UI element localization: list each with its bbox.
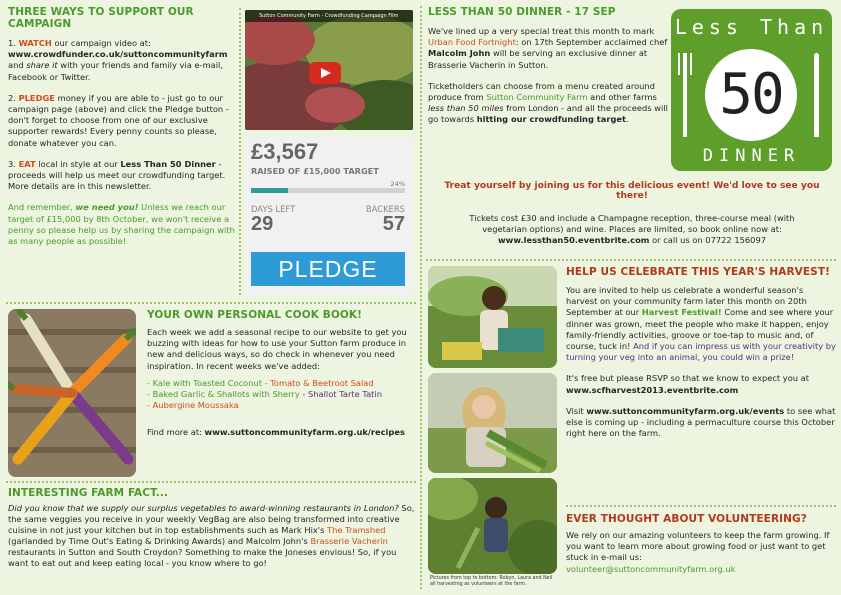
divider	[6, 302, 416, 304]
divider	[239, 8, 241, 295]
dinner-details: Ticketholders can choose from a menu created around produce from Sutton Community Farm and other farms less than 50 miles from London - and all the proceeds will go towards hitting our crowdfunding target.	[428, 80, 668, 125]
campaign-section	[8, 6, 236, 247]
progress-bar	[251, 188, 405, 193]
less-than-50-logo	[671, 9, 832, 171]
harvest-section	[566, 266, 836, 439]
dinner-tagline-block	[428, 181, 836, 247]
raised-amount: £3,567	[251, 139, 319, 164]
harvest-events: Visit www.suttoncommunityfarm.org.uk/events to see what else is coming up - including a permaculture course this October right here on the farm.	[566, 405, 836, 439]
divider	[420, 6, 422, 589]
dinner-tickets: Tickets cost £30 and include a Champagne reception, three-course meal (with vegetarian options) and wine. Places are limited, so book online now at:	[469, 213, 795, 235]
campaign-step-pledge: 2. PLEDGE money if you are able to - just go to our campaign page (above) and click the Pledge button - don't forget to choose from one of our exclusive supporter rewards! Every penny counts so please, donate whatever you can.	[8, 92, 229, 148]
days-left-value: 29	[251, 213, 274, 235]
volunteer-photo-neil	[428, 478, 557, 574]
carrots-photo	[8, 309, 136, 477]
restaurant-link[interactable]: The Tramshed	[327, 525, 386, 535]
pledge-keyword: PLEDGE	[18, 92, 55, 103]
recipe-link[interactable]: - Shallot Tarte Tatin	[302, 389, 382, 400]
events-link[interactable]: www.suttoncommunityfarm.org.uk/events	[586, 405, 785, 416]
recipe-link[interactable]: - Kale with Toasted Coconut	[147, 377, 262, 388]
recipe-link[interactable]: - Tomato & Beetroot Salad	[264, 377, 374, 388]
recipe-link[interactable]: - Aubergine Moussaka	[147, 400, 239, 411]
robyn-harvest-image	[428, 266, 557, 368]
farm-fact-heading: INTERESTING FARM FACT...	[8, 487, 168, 499]
days-left-label: DAYS LEFT	[251, 204, 296, 214]
campaign-remember: And remember, we need you! Unless we reach our target of £15,000 by 8th October, we won't receive a penny so please help us by sharing the campaign with as many people as possible!	[8, 202, 235, 247]
volunteer-heading: EVER THOUGHT ABOUT VOLUNTEERING?	[566, 513, 807, 525]
harvest-intro: You are invited to help us celebrate a wonderful season's harvest on your community farm later this month on 20th September at our Harvest Festival! Come and see where your dinner was grown, meet the people who make it happen, enjoy family-friendly activities, groove or toe-tap to music and, of course, tuck in! And if you can impress us with your creativity by turning your veg into an animal, you could win a prize!	[566, 285, 836, 363]
harvest-eventbrite-link[interactable]: www.scfharvest2013.eventbrite.com	[566, 384, 739, 395]
farm-fact-text: Did you know that we supply our surplus vegetables to award-winning restaurants in London? So, the same veggies you receive in your weekly VegBag are also being transformed into creative cuisine in not just your kitchen but in top establishments such as Mark Hix's The Tramshed (garlanded by Time Out's Eating & Drinking Awards) and Malcolm John's Brasserie Vacherin restaurants in Sutton and South Croydon? Something to make the Joneses envious! So, if you want to eat out and keep eating local - you know where to go!	[8, 503, 415, 568]
play-icon[interactable]	[309, 62, 341, 84]
volunteer-photo-robyn	[428, 266, 557, 368]
cookbook-section	[147, 309, 417, 439]
progress-fill	[251, 188, 288, 193]
divider	[6, 481, 416, 483]
carrots-image	[8, 309, 136, 477]
video-title: Sutton Community Farm - Crowdfunding Campaign Film	[245, 10, 413, 22]
dinner-intro: We've lined up a very special treat this month to mark Urban Food Fortnight: on 17th September acclaimed chef Malcolm John will be serving an exclusive dinner at Brasserie Vacherin in Sutton.	[428, 26, 668, 70]
harvest-rsvp: It's free but please RSVP so that we know to expect you at www.scfharvest2013.eventbrite.com	[566, 373, 810, 395]
restaurant-link[interactable]: Brasserie Vacherin	[310, 536, 388, 546]
logo-bottom-text: DINNER	[702, 146, 801, 166]
campaign-heading: THREE WAYS TO SUPPORT OUR CAMPAIGN	[8, 6, 194, 30]
farm-link[interactable]: Sutton Community Farm	[486, 92, 588, 103]
recipe-list	[147, 378, 417, 412]
knife-icon	[814, 53, 819, 137]
logo-top-text: Less Than	[674, 15, 829, 39]
divider	[426, 259, 836, 261]
crowdfunder-link[interactable]: www.crowdfunder.co.uk/suttoncommunityfarm	[8, 49, 228, 60]
volunteer-section	[566, 513, 836, 575]
volunteer-email-link[interactable]: volunteer@suttoncommunityfarm.org.uk	[566, 563, 736, 574]
dinner-section	[428, 6, 668, 126]
watch-keyword: WATCH	[18, 38, 52, 48]
laura-harvest-image	[428, 373, 557, 473]
urban-food-fortnight-link[interactable]: Urban Food Fortnight	[428, 37, 516, 48]
dinner-tagline: Treat yourself by joining us for this delicious event! We'd love to see you there!	[444, 181, 820, 201]
raised-target-label: RAISED OF £15,000 TARGET	[251, 166, 379, 176]
cookbook-intro: Each week we add a seasonal recipe to our website to get you buzzing with ideas for how to use your Sutton farm produce in new and delicious ways, so do check in whenever you need inspiration. In recent weeks we've added:	[147, 327, 407, 371]
progress-percent: 24%	[390, 180, 405, 188]
campaign-video[interactable]	[245, 10, 413, 130]
logo-number: 50	[719, 62, 783, 127]
recipes-more: Find more at: www.suttoncommunityfarm.org.uk/recipes	[147, 427, 405, 438]
volunteer-photo-laura	[428, 373, 557, 473]
farm-fact-section	[8, 487, 418, 569]
dinner-booking: www.lessthan50.eventbrite.com or call us on 07722 156097	[497, 235, 767, 246]
crowdfunder-widget	[245, 137, 413, 295]
dinner-heading: LESS THAN 50 DINNER - 17 SEP	[428, 6, 616, 18]
backers-value: 57	[382, 213, 405, 235]
cookbook-heading: YOUR OWN PERSONAL COOK BOOK!	[147, 309, 363, 321]
campaign-step-watch: 1. WATCH our campaign video at: www.crowdfunder.co.uk/suttoncommunityfarm and share it with your friends and family via e-mail, Facebook or Twitter.	[8, 38, 228, 82]
neil-harvest-image	[428, 478, 557, 574]
eat-keyword: EAT	[18, 158, 36, 169]
campaign-step-eat: 3. EAT local in style at our Less Than 50 Dinner - proceeds will help us meet our crowdfunding target. More details are in this newsletter.	[8, 158, 226, 192]
pledge-button[interactable]: PLEDGE	[251, 252, 405, 286]
volunteer-text: We rely on our amazing volunteers to keep the farm growing. If you want to learn more about growing food or just want to get stuck in e-mail us:	[566, 530, 830, 563]
recipes-link[interactable]: www.suttoncommunityfarm.org.uk/recipes	[204, 427, 405, 438]
harvest-heading: HELP US CELEBRATE THIS YEAR'S HARVEST!	[566, 266, 830, 278]
backers-label: BACKERS	[365, 204, 405, 214]
photo-caption: Pictures from top to bottom: Robyn, Laura and Neil all harvesting as volunteers at the farm.	[430, 576, 553, 587]
eventbrite-link[interactable]: www.lessthan50.eventbrite.com	[497, 235, 650, 246]
recipe-link[interactable]: - Baked Garlic & Shallots with Sherry	[147, 389, 300, 400]
divider	[566, 505, 836, 507]
